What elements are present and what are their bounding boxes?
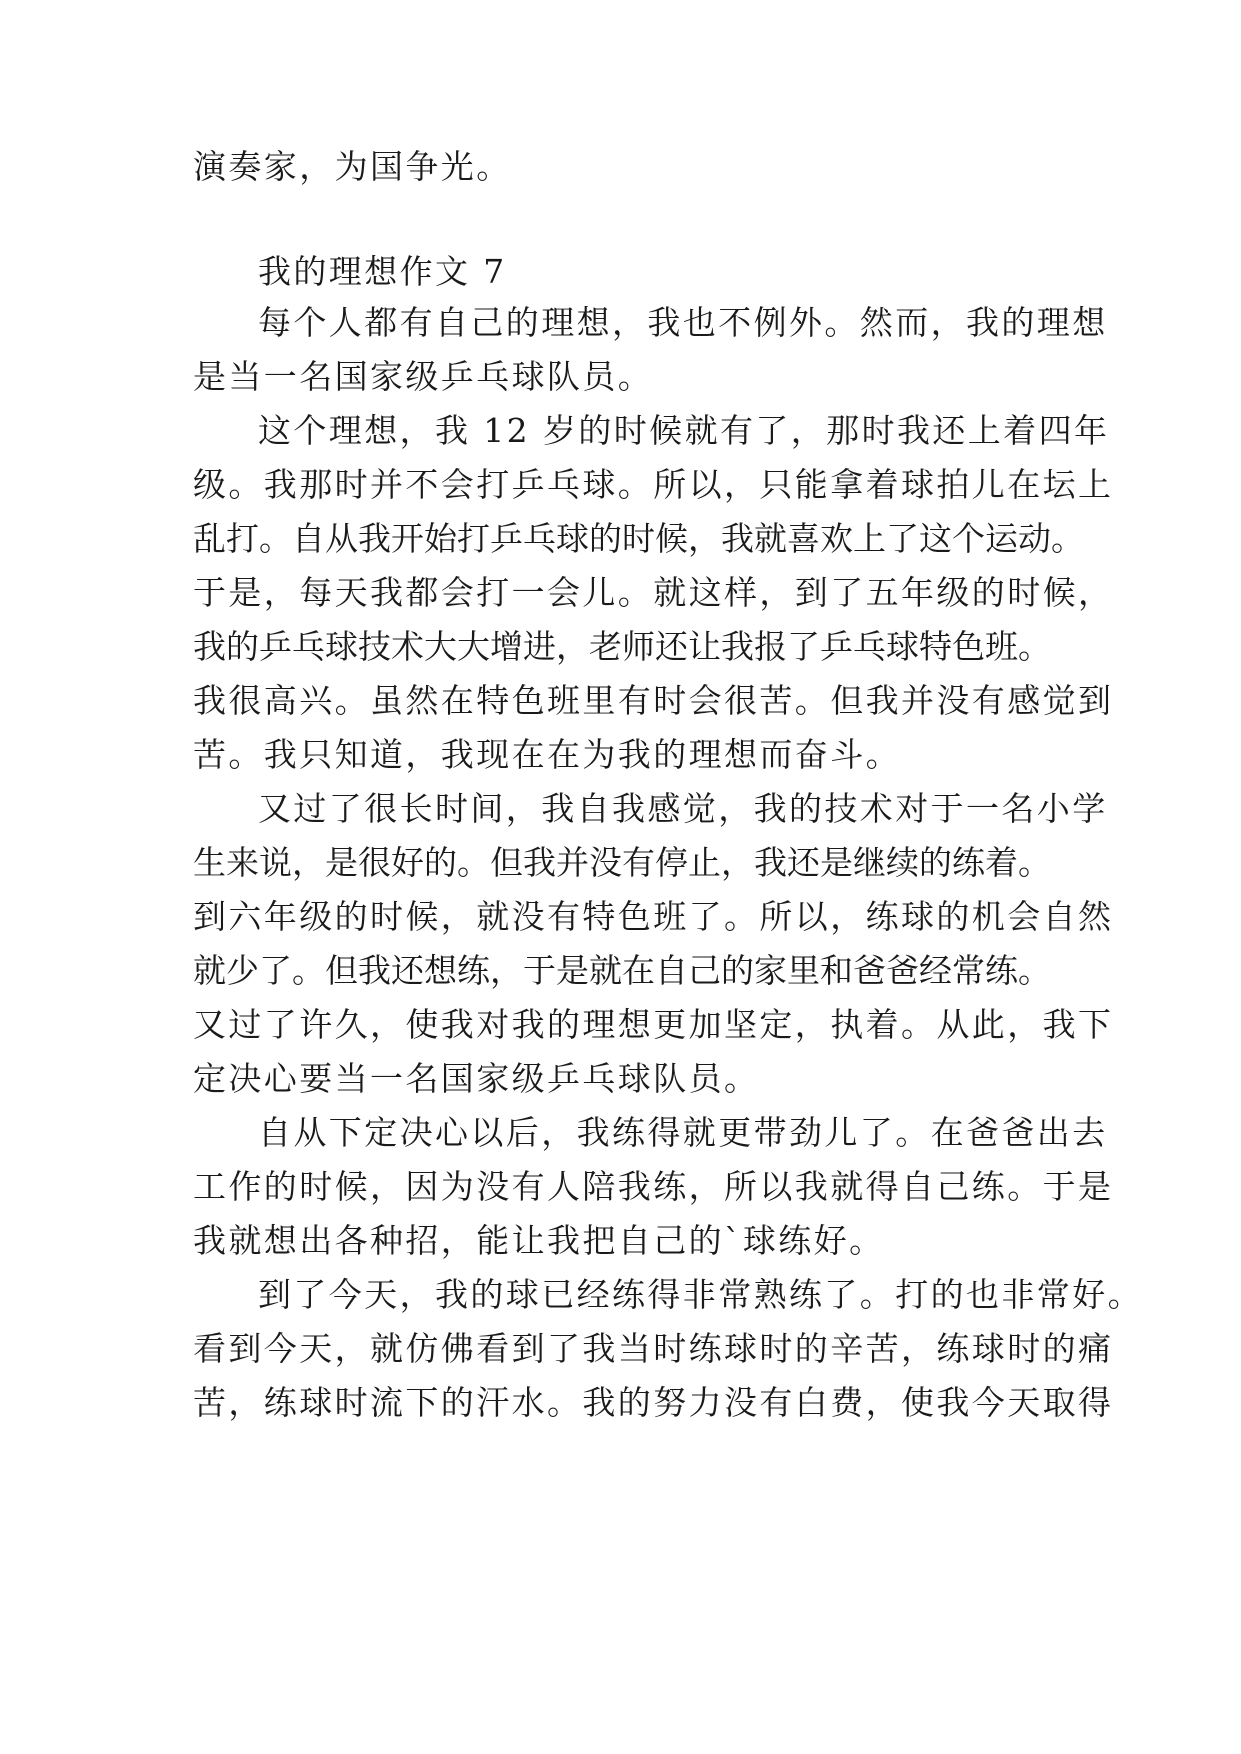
text-line: 每个人都有自己的理想，我也不例外。然而，我的理想 xyxy=(258,303,1108,342)
text-line: 苦，练球时流下的汗水。我的努力没有白费，使我今天取得 xyxy=(193,1383,1114,1422)
text-line: 又过了许久，使我对我的理想更加坚定，执着。从此，我下 xyxy=(193,1005,1114,1044)
text-line: 苦。我只知道，我现在在为我的理想而奋斗。 xyxy=(193,735,901,774)
essay-title: 我的理想作文 7 xyxy=(258,252,507,291)
text-line: 到了今天，我的球已经练得非常熟练了。打的也非常好。 xyxy=(258,1275,1143,1314)
text-line: 这个理想，我 12 岁的时候就有了，那时我还上着四年 xyxy=(258,411,1110,450)
text-line: 工作的时候，因为没有人陪我练，所以我就得自己练。于是 xyxy=(193,1167,1114,1206)
text-line: 于是，每天我都会打一会儿。就这样，到了五年级的时候， xyxy=(193,573,1114,612)
text-line: 演奏家，为国争光。 xyxy=(193,147,512,186)
text-line: 生来说，是很好的。但我并没有停止，我还是继续的练着。 xyxy=(193,843,1051,882)
text-line: 就少了。但我还想练，于是就在自己的家里和爸爸经常练。 xyxy=(193,951,1051,990)
text-line: 自从下定决心以后，我练得就更带劲儿了。在爸爸出去 xyxy=(258,1113,1108,1152)
text-line: 我就想出各种招，能让我把自己的`球练好。 xyxy=(193,1221,885,1260)
text-line: 我的乒乓球技术大大增进，老师还让我报了乒乓球特色班。 xyxy=(193,627,1051,666)
text-line: 级。我那时并不会打乒乓球。所以，只能拿着球拍儿在坛上 xyxy=(193,465,1114,504)
text-line: 定决心要当一名国家级乒乓球队员。 xyxy=(193,1059,760,1098)
text-line: 到六年级的时候，就没有特色班了。所以，练球的机会自然 xyxy=(193,897,1114,936)
text-line: 乱打。自从我开始打乒乓球的时候，我就喜欢上了这个运动。 xyxy=(193,519,1084,558)
text-line: 我很高兴。虽然在特色班里有时会很苦。但我并没有感觉到 xyxy=(193,681,1114,720)
text-line: 又过了很长时间，我自我感觉，我的技术对于一名小学 xyxy=(258,789,1108,828)
text-line: 看到今天，就仿佛看到了我当时练球时的辛苦，练球时的痛 xyxy=(193,1329,1114,1368)
text-line: 是当一名国家级乒乓球队员。 xyxy=(193,357,654,396)
